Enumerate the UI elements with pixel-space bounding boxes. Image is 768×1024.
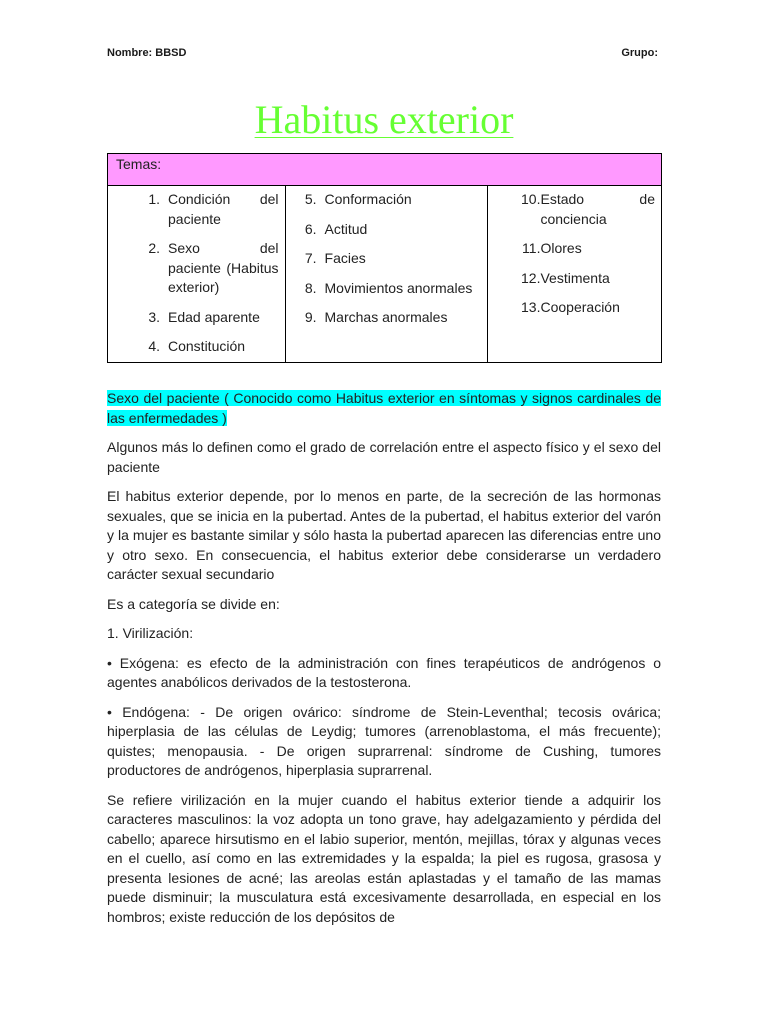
paragraph: El habitus exterior depende, por lo menos en parte, de la secreción de las hormonas sexuales, que se inicia en la pubertad. Antes de la pubertad, el habitus exterior del varón y la mujer es bastante similar y sólo hasta la pubertad aparecen las diferencias entre uno y otro sexo. En consecuencia, el habitus exterior debe considerarse un verdadero carácter sexual secundario — [107, 488, 661, 582]
group-label: Grupo: — [621, 47, 658, 59]
topics-column-1 — [108, 186, 286, 363]
topic-item: 9. Marchas anormales — [304, 309, 448, 325]
paragraph: Se refiere virilización en la mujer cuando el habitus exterior tiende a adquirir los caracteres masculinos: la voz adopta un tono grave, hay adelgazamiento y pérdida del cabello; aparece hirsutismo en el labio superior, mentón, mejillas, tórax y algunas veces en el cuello, así como en las extremidades y la espalda; la piel es rugosa, grasosa y presenta lesiones de acné; las areolas están aplastadas y el tamaño de las mamas puede disminuir; la musculatura está excesivamente desarrollada, en especial en los hombros; existe reducción de los depósitos de — [107, 791, 661, 925]
student-name: Nombre: BBSD — [107, 47, 187, 59]
topic-item: 13. Cooperación — [521, 299, 620, 315]
topic-item: 7. Facies — [304, 250, 366, 266]
highlighted-heading: Sexo del paciente ( Conocido como Habitus exterior en síntomas y signos cardinales de las enfermedades ) — [107, 390, 661, 426]
paragraph: Algunos más lo definen como el grado de correlación entre el aspecto físico y el sexo del paciente — [107, 439, 661, 475]
paragraph: • Exógena: es efecto de la administración con fines terapéuticos de andrógenos o agentes anabólicos derivados de la testosterona. — [107, 654, 661, 690]
topics-column-3 — [488, 186, 662, 363]
topic-item: 5. Conformación — [304, 191, 412, 207]
topic-item: 2. Sexo del paciente (Habitus exterior) — [148, 240, 279, 295]
topics-table-heading: Temas: — [108, 154, 662, 186]
paragraph: • Endógena: - De origen ovárico: síndrome de Stein-Leventhal; tecosis ovárica; hiperplasia de las células de Leydig; tumores (arrenoblastoma, el más frecuente); quistes; menopausia. - De origen suprarrenal: síndrome de Cushing, tumores productores de andrógenos, hiperplasia suprarrenal. — [107, 703, 661, 778]
topic-item: 10. Estado de conciencia — [521, 191, 655, 227]
paragraph: 1. Virilización: — [107, 625, 194, 641]
topic-item: 8. Movimientos anormales — [304, 279, 473, 296]
topic-item: 12. Vestimenta — [521, 269, 610, 286]
topic-item: 11. Olores — [522, 240, 582, 256]
document-body — [107, 389, 661, 937]
topic-item: 6. Actitud — [304, 220, 368, 237]
topic-item: 3. Edad aparente — [148, 308, 260, 325]
topics-column-2 — [285, 186, 488, 363]
topic-item: 4. Constitución — [148, 338, 246, 354]
document-title: Habitus exterior — [254, 97, 514, 142]
topic-item: 1. Condición del paciente — [148, 191, 279, 227]
topics-table — [107, 153, 662, 363]
paragraph: Es a categoría se divide en: — [107, 595, 280, 612]
